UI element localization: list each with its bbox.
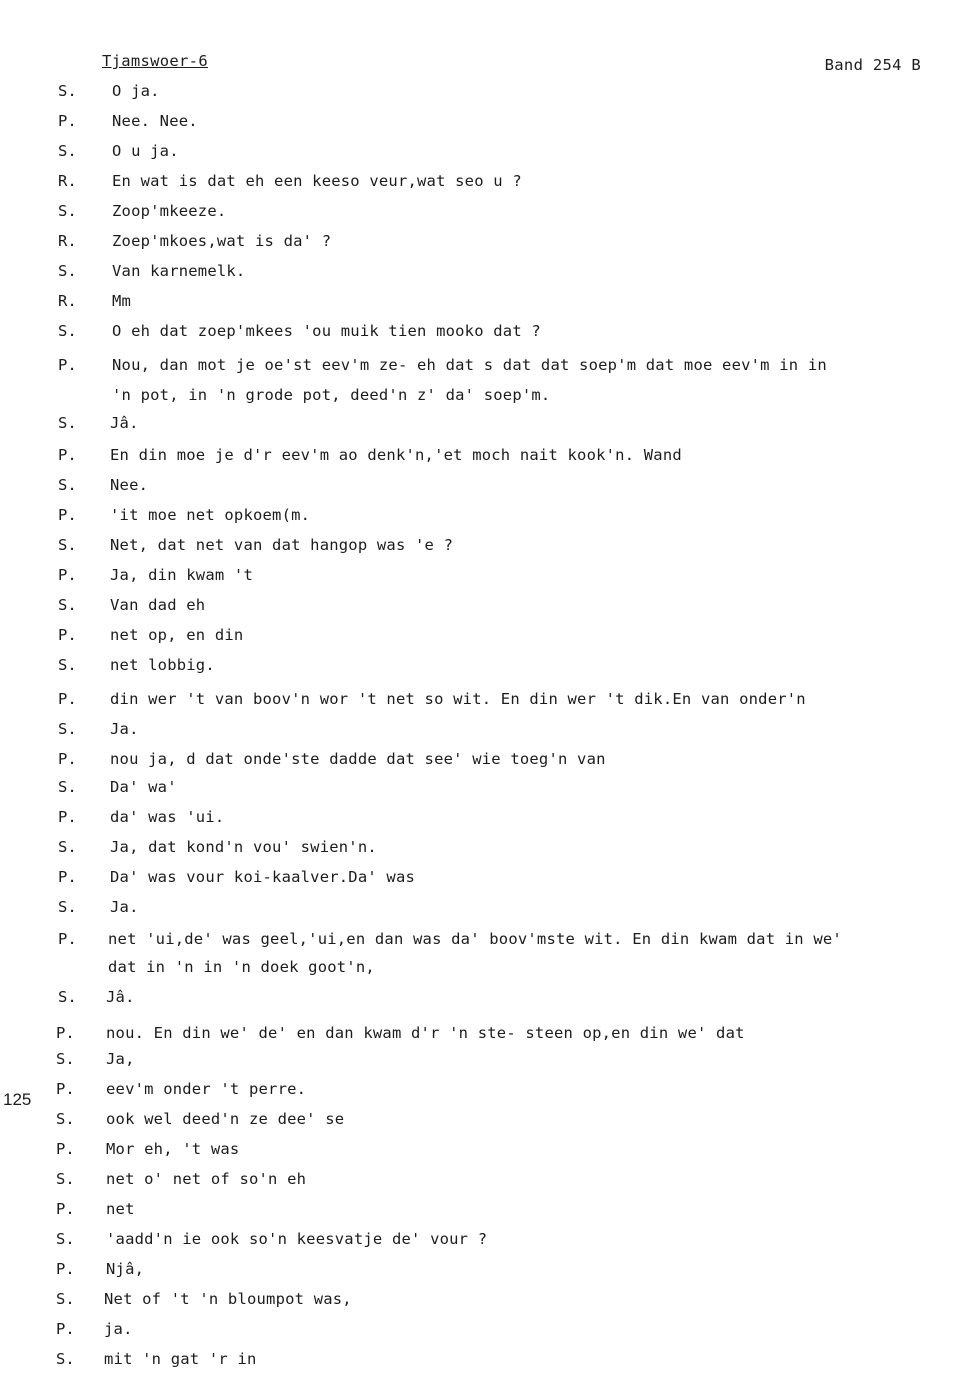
speaker-label: P.	[58, 930, 77, 948]
speaker-label: P.	[58, 750, 77, 768]
utterance-text: Zoop'mkeeze.	[112, 202, 227, 220]
utterance-text: O u ja.	[112, 142, 179, 160]
utterance-text: ja.	[104, 1320, 133, 1338]
speaker-label: S.	[58, 656, 77, 674]
utterance-text: Jâ.	[106, 988, 135, 1006]
speaker-label: R.	[58, 292, 77, 310]
speaker-label: S.	[56, 1170, 75, 1188]
speaker-label: S.	[58, 262, 77, 280]
speaker-label: P.	[58, 112, 77, 130]
utterance-text: Mm	[112, 292, 132, 310]
header-title: Tjamswoer-6	[102, 52, 208, 70]
utterance-text: Ja,	[106, 1050, 135, 1068]
utterance-text: net op, en din	[110, 626, 244, 644]
utterance-text: net	[106, 1200, 135, 1218]
speaker-label: P.	[56, 1320, 75, 1338]
speaker-label: R.	[58, 232, 77, 250]
speaker-label: P.	[56, 1260, 75, 1278]
speaker-label: P.	[58, 690, 77, 708]
utterance-text: O ja.	[112, 82, 160, 100]
speaker-label: S.	[56, 1230, 75, 1248]
utterance-text: Da' was vour koi-kaalver.Da' was	[110, 868, 416, 886]
utterance-text: O eh dat zoep'mkees 'ou muik tien mooko dat ?	[112, 322, 541, 340]
speaker-label: P.	[56, 1024, 75, 1042]
speaker-label: P.	[58, 626, 77, 644]
utterance-text: Mor eh, 't was	[106, 1140, 240, 1158]
speaker-label: S.	[56, 1350, 75, 1368]
speaker-label: S.	[58, 414, 77, 432]
utterance-text: da' was 'ui.	[110, 808, 225, 826]
utterance-text: Van dad eh	[110, 596, 206, 614]
utterance-continuation: dat in 'n in 'n doek goot'n,	[108, 958, 375, 976]
utterance-text: din wer 't van boov'n wor 't net so wit. En din wer 't dik.En van onder'n	[110, 690, 806, 708]
utterance-text: Ja.	[110, 898, 139, 916]
utterance-text: Ja.	[110, 720, 139, 738]
utterance-text: 'it moe net opkoem(m.	[110, 506, 311, 524]
utterance-text: net 'ui,de' was geel,'ui,en dan was da' boov'mste wit. En din kwam dat in we'	[108, 930, 842, 948]
utterance-text: net o' net of so'n eh	[106, 1170, 307, 1188]
speaker-label: S.	[58, 202, 77, 220]
speaker-label: S.	[58, 536, 77, 554]
speaker-label: P.	[58, 868, 77, 886]
utterance-continuation: 'n pot, in 'n grode pot, deed'n z' da' soep'm.	[112, 386, 551, 404]
speaker-label: P.	[58, 446, 77, 464]
speaker-label: S.	[58, 988, 77, 1006]
utterance-text: 'aadd'n ie ook so'n keesvatje de' vour ?	[106, 1230, 488, 1248]
utterance-text: nou ja, d dat onde'ste dadde dat see' wie toeg'n van	[110, 750, 606, 768]
speaker-label: S.	[58, 142, 77, 160]
utterance-text: Nou, dan mot je oe'st eev'm ze- eh dat s dat dat soep'm dat moe eev'm in in	[112, 356, 827, 374]
utterance-text: Nee. Nee.	[112, 112, 198, 130]
utterance-text: Jâ.	[110, 414, 139, 432]
margin-number: 125	[3, 1090, 32, 1109]
utterance-text: Da' wa'	[110, 778, 177, 796]
speaker-label: R.	[58, 172, 77, 190]
utterance-text: Ja, din kwam 't	[110, 566, 253, 584]
utterance-text: nou. En din we' de' en dan kwam d'r 'n ste- steen op,en din we' dat	[106, 1024, 745, 1042]
speaker-label: S.	[58, 898, 77, 916]
speaker-label: S.	[58, 476, 77, 494]
utterance-text: Zoep'mkoes,wat is da' ?	[112, 232, 332, 250]
utterance-text: Net of 't 'n bloumpot was,	[104, 1290, 352, 1308]
speaker-label: S.	[56, 1290, 75, 1308]
header-band: Band 254 B	[824, 56, 921, 74]
utterance-text: Njâ,	[106, 1260, 145, 1278]
speaker-label: S.	[56, 1110, 75, 1128]
utterance-text: ook wel deed'n ze dee' se	[106, 1110, 345, 1128]
speaker-label: P.	[56, 1200, 75, 1218]
utterance-text: En din moe je d'r eev'm ao denk'n,'et moch nait kook'n. Wand	[110, 446, 682, 464]
utterance-text: Ja, dat kond'n vou' swien'n.	[110, 838, 377, 856]
speaker-label: P.	[58, 356, 77, 374]
speaker-label: S.	[58, 82, 77, 100]
utterance-text: net lobbig.	[110, 656, 215, 674]
utterance-text: Net, dat net van dat hangop was 'e ?	[110, 536, 454, 554]
speaker-label: P.	[58, 808, 77, 826]
speaker-label: S.	[58, 838, 77, 856]
speaker-label: P.	[56, 1080, 75, 1098]
speaker-label: S.	[58, 720, 77, 738]
speaker-label: P.	[56, 1140, 75, 1158]
speaker-label: P.	[58, 566, 77, 584]
utterance-text: mit 'n gat 'r in	[104, 1350, 257, 1368]
speaker-label: P.	[58, 506, 77, 524]
speaker-label: S.	[56, 1050, 75, 1068]
utterance-text: En wat is dat eh een keeso veur,wat seo u ?	[112, 172, 522, 190]
speaker-label: S.	[58, 596, 77, 614]
utterance-text: Nee.	[110, 476, 149, 494]
utterance-text: eev'm onder 't perre.	[106, 1080, 307, 1098]
speaker-label: S.	[58, 322, 77, 340]
utterance-text: Van karnemelk.	[112, 262, 246, 280]
speaker-label: S.	[58, 778, 77, 796]
